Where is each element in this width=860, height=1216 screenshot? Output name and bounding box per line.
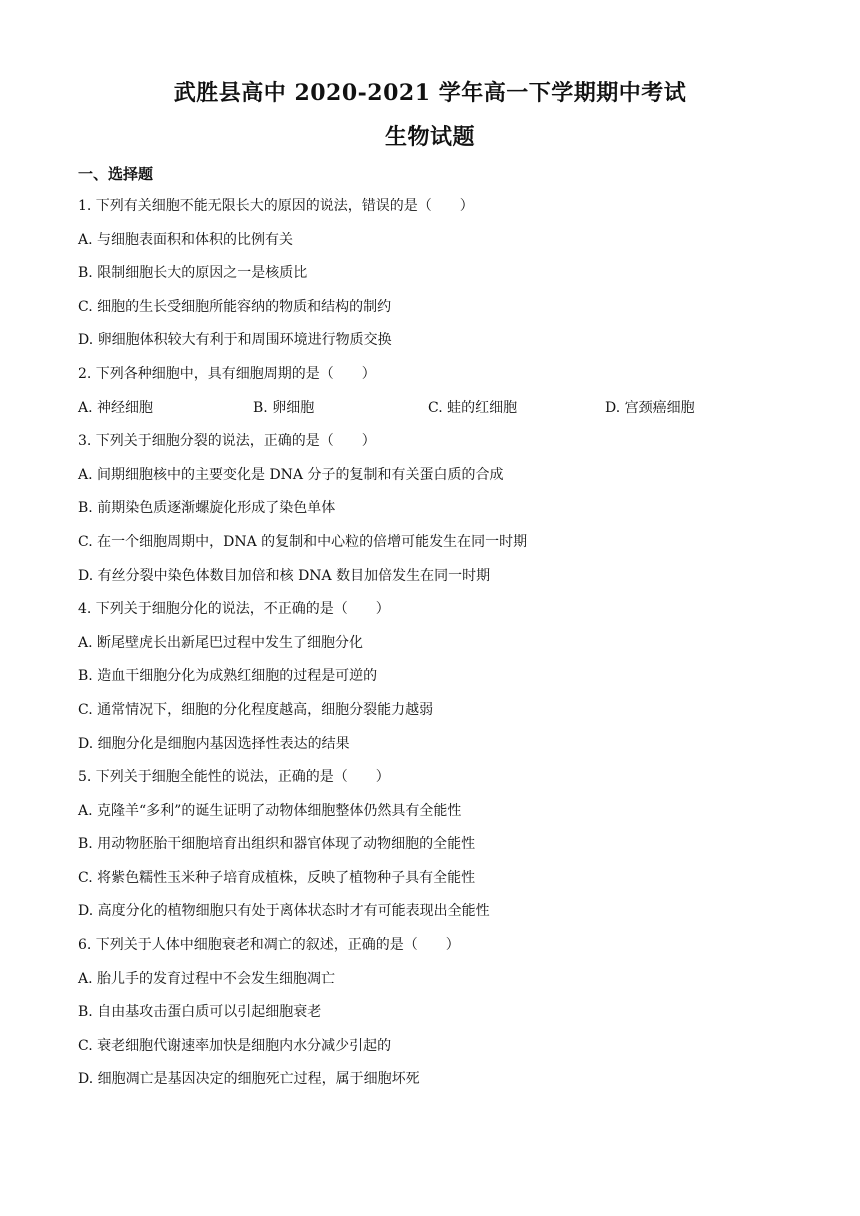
question-1-option-c: C. 细胞的生长受细胞所能容纳的物质和结构的制约 [78, 298, 392, 315]
question-4-option-d: D. 细胞分化是细胞内基因选择性表达的结果 [78, 735, 350, 752]
question-2-option-d: D. 宫颈癌细胞 [605, 399, 695, 416]
question-4-option-c: C. 通常情况下，细胞的分化程度越高，细胞分裂能力越弱 [78, 701, 434, 718]
question-6-option-b: B. 自由基攻击蛋白质可以引起细胞衰老 [78, 1004, 322, 1021]
question-2-option-b: B. 卵细胞 [253, 399, 315, 416]
question-list [78, 194, 778, 1101]
exam-subtitle: 生物试题 [384, 124, 475, 150]
question-1-option-a: A. 与细胞表面积和体积的比例有关 [78, 231, 294, 248]
question-3-option-d: D. 有丝分裂中染色体数目加倍和核 DNA 数目加倍发生在同一时期 [78, 567, 491, 584]
question-5-option-b: B. 用动物胚胎干细胞培育出组织和器官体现了动物细胞的全能性 [78, 836, 476, 853]
section-heading: 一、选择题 [78, 165, 154, 183]
question-2-option-a: A. 神经细胞 [78, 399, 154, 416]
question-2-options-row [78, 396, 778, 430]
question-4-option-a: A. 断尾壁虎长出新尾巴过程中发生了细胞分化 [78, 634, 364, 651]
question-3-option-c: C. 在一个细胞周期中，DNA 的复制和中心粒的倍增可能发生在同一时期 [78, 533, 528, 550]
question-3-stem: 3. 下列关于细胞分裂的说法，正确的是（ ） [78, 433, 376, 450]
question-4-option-b: B. 造血干细胞分化为成熟红细胞的过程是可逆的 [78, 668, 378, 685]
question-3-option-a: A. 间期细胞核中的主要变化是 DNA 分子的复制和有关蛋白质的合成 [78, 466, 504, 483]
question-1-option-b: B. 限制细胞长大的原因之一是核质比 [78, 265, 308, 282]
question-6-option-a: A. 胎儿手的发育过程中不会发生细胞凋亡 [78, 970, 336, 987]
question-6-option-d: D. 细胞凋亡是基因决定的细胞死亡过程，属于细胞坏死 [78, 1071, 420, 1088]
exam-title: 武胜县高中 2020-2021 学年高一下学期期中考试 [173, 80, 687, 106]
question-3-option-b: B. 前期染色质逐渐螺旋化形成了染色单体 [78, 500, 336, 517]
question-2-option-c: C. 蛙的红细胞 [428, 399, 518, 416]
question-5-option-a: A. 克隆羊“多利”的诞生证明了动物体细胞整体仍然具有全能性 [78, 802, 462, 819]
question-1-stem: 1. 下列有关细胞不能无限长大的原因的说法，错误的是（ ） [78, 198, 474, 214]
question-6-stem: 6. 下列关于人体中细胞衰老和凋亡的叙述，正确的是（ ） [78, 937, 460, 954]
question-5-option-d: D. 高度分化的植物细胞只有处于离体状态时才有可能表现出全能性 [78, 903, 490, 920]
question-1-option-d: D. 卵细胞体积较大有利于和周围环境进行物质交换 [78, 332, 392, 349]
question-5-option-c: C. 将紫色糯性玉米种子培育成植株，反映了植物种子具有全能性 [78, 869, 476, 886]
question-2-stem: 2. 下列各种细胞中，具有细胞周期的是（ ） [78, 365, 376, 382]
question-5-stem: 5. 下列关于细胞全能性的说法，正确的是（ ） [78, 769, 390, 786]
question-4-stem: 4. 下列关于细胞分化的说法，不正确的是（ ） [78, 601, 390, 618]
question-6-option-c: C. 衰老细胞代谢速率加快是细胞内水分减少引起的 [78, 1037, 392, 1054]
